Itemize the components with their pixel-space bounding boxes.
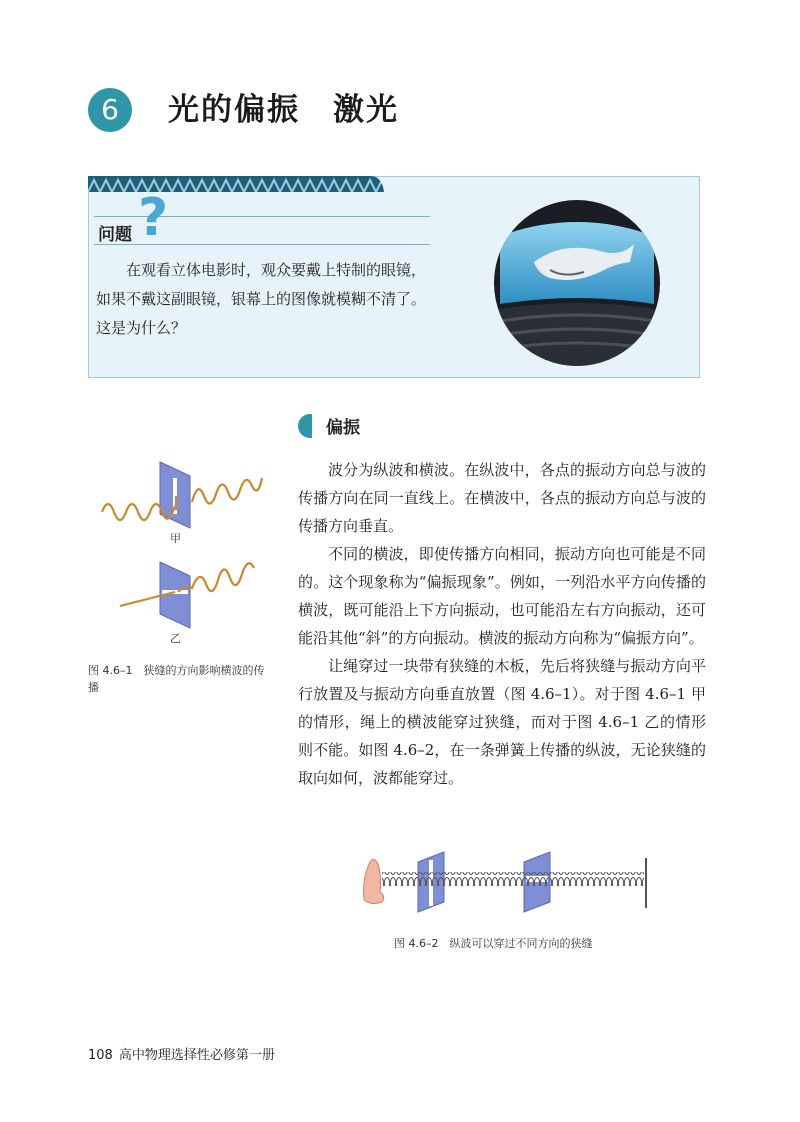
problem-line: 这是为什么？	[96, 319, 187, 337]
section-title: 光的偏振 激光	[168, 92, 399, 128]
hand-icon	[364, 859, 384, 903]
subsection-heading: 偏振	[326, 418, 360, 438]
panel-horizontal-slit	[120, 562, 254, 628]
figure-label-a: 甲	[170, 532, 181, 545]
cinema-3d-photo	[494, 200, 660, 366]
figure-caption: 图 4.6–2 纵波可以穿过不同方向的狭缝	[394, 937, 593, 950]
paragraph: 不同的横波，即使传播方向相同，振动方向也可能是不同的。这个现象称为“偏振现象”。例如，一列沿水平方向传播的横波，既可能沿上下方向振动，也可能沿左右方向振动，还可能沿其他“斜”的方向振动。横波的振动方向称为“偏振方向”。	[298, 545, 706, 647]
page-footer	[88, 1044, 275, 1063]
body-text	[298, 456, 706, 792]
figure-slit-transverse-wave	[96, 456, 268, 656]
decorative-stripe-band	[88, 176, 384, 192]
question-mark-icon: ?	[138, 188, 169, 248]
figure-label-b: 乙	[170, 632, 181, 645]
section-number-badge: 6	[88, 88, 132, 132]
figure-caption: 图 4.6–1 狭缝的方向影响横波的传播	[88, 664, 265, 694]
panel-vertical-slit	[102, 462, 262, 528]
problem-text	[96, 256, 456, 343]
book-title: 高中物理选择性必修第一册	[118, 1048, 275, 1063]
page-number: 108	[88, 1048, 113, 1063]
paragraph: 让绳穿过一块带有狭缝的木板，先后将狭缝与振动方向平行放置及与振动方向垂直放置（图 4.6–1）。对于图 4.6–1 甲的情形，绳上的横波能穿过狭缝，而对于图 4.6–1 乙的情形则不能。如图 4.6–2，在一条弹簧上传播的纵波，无论狭缝的取向如何，波都能穿过。	[298, 657, 706, 787]
figure-spring-longitudinal-wave	[360, 848, 660, 918]
problem-line: 如果不戴这副眼镜，银幕上的图像就模糊不清了。	[96, 290, 427, 308]
problem-label: 问题	[98, 225, 132, 245]
subsection-marker	[298, 414, 312, 438]
paragraph: 波分为纵波和横波。在纵波中，各点的振动方向总与波的传播方向在同一直线上。在横波中，各点的振动方向总与波的传播方向垂直。	[298, 461, 706, 535]
problem-line: 在观看立体电影时，观众要戴上特制的眼镜，	[96, 261, 427, 279]
